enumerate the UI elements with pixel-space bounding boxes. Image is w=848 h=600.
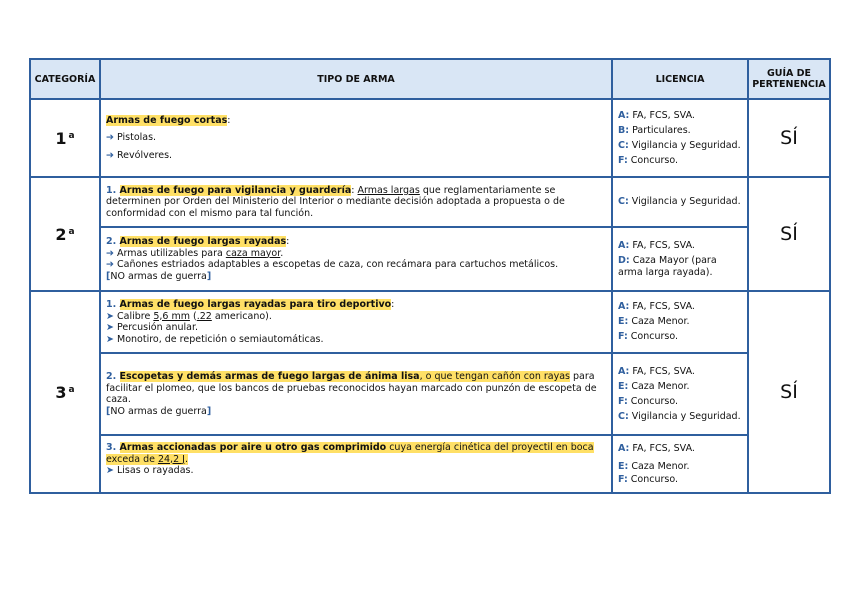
cat2-r1-licencia: C: Vigilancia y Seguridad.	[612, 177, 748, 227]
header-tipo: TIPO DE ARMA	[100, 59, 612, 99]
cat1-guia: SÍ	[748, 99, 830, 177]
list-item: Pistolas.	[117, 132, 157, 144]
cat3-r1-title: Armas de fuego largas rayadas para tiro deportivo	[119, 299, 392, 310]
cat2-r1-tipo: 1. Armas de fuego para vigilancia y guardería: Armas largas que reglamentariamente se determinen por Orden del Ministerio del Interior o mediante decisión adoptada a propuesta o de conformidad con el mismo para tal función.	[100, 177, 612, 227]
arrowhead-icon: ➤	[106, 465, 114, 476]
arrowhead-icon: ➤	[106, 322, 114, 333]
header-row	[30, 59, 830, 99]
cat3-row-2	[30, 353, 830, 435]
cat2-row-1	[30, 177, 830, 227]
cat3-r3-tipo: 3. Armas accionadas por aire u otro gas comprimido cuya energía cinética del proyectil en boca exceda de 24,2 J. ➤ Lisas o rayadas.	[100, 435, 612, 493]
cat3-guia: SÍ	[748, 291, 830, 493]
cat3-row-3	[30, 435, 830, 493]
cat3-r2-tipo: 2. Escopetas y demás armas de fuego largas de ánima lisa, o que tengan cañón con rayas para facilitar el plomeo, que los bancos de pruebas reconocidos hayan marcado con punzón de escopeta de caza. [NO armas de guerra]	[100, 353, 612, 435]
cat3-r3-title: Armas accionadas por aire u otro gas comprimido	[119, 442, 387, 453]
cat2-r1-title: Armas de fuego para vigilancia y guardería	[119, 184, 352, 196]
cat2-r2-title: Armas de fuego largas rayadas	[119, 236, 287, 247]
list-item: Revólveres.	[117, 149, 173, 161]
arrowhead-icon: ➤	[106, 310, 114, 322]
cat2-number: 2 $^a$	[30, 177, 100, 291]
header-guia: GUÍA DE PERTENENCIA	[748, 59, 830, 99]
cat3-r1-tipo: 1. Armas de fuego largas rayadas para tiro deportivo: ➤ Calibre 5,6 mm (.22 americano). ➤ Percusión anular. ➤ Monotiro, de repetición o semiautomáticas.	[100, 291, 612, 353]
arrow-icon: ➔	[106, 247, 114, 259]
cat1-number: 1 $^a$	[30, 99, 100, 177]
arrowhead-icon: ➤	[106, 333, 114, 345]
cat2-guia: SÍ	[748, 177, 830, 291]
cat2-r2-tipo: 2. Armas de fuego largas rayadas: ➔ Armas utilizables para caza mayor. ➔ Cañones estriados adaptables a escopetas de caza, con recámara para cartuchos metálicos. [NO armas de guerra]	[100, 227, 612, 291]
cat2-r2-licencia: A: FA, FCS, SVA. D: Caza Mayor (para arma larga rayada).	[612, 227, 748, 291]
cat3-row-1	[30, 291, 830, 353]
cat2-row-2	[30, 227, 830, 291]
arrow-icon: ➔	[106, 132, 114, 144]
cat1-title: Armas de fuego cortas	[106, 114, 228, 126]
cat3-r3-licencia: A: FA, FCS, SVA. E: Caza Menor. F: Concurso.	[612, 435, 748, 493]
cat1-tipo: Armas de fuego cortas: ➔ Pistolas. ➔ Revólveres.	[100, 99, 612, 177]
cat3-r2-title: Escopetas y demás armas de fuego largas de ánima lisa	[119, 371, 420, 382]
header-categoria: CATEGORÍA	[30, 59, 100, 99]
cat3-number: 3 $^a$	[30, 291, 100, 493]
cat3-r2-licencia: A: FA, FCS, SVA. E: Caza Menor. F: Concurso. C: Vigilancia y Seguridad.	[612, 353, 748, 435]
arrow-icon: ➔	[106, 149, 114, 161]
cat3-r1-licencia: A: FA, FCS, SVA. E: Caza Menor. F: Concurso.	[612, 291, 748, 353]
arrow-icon: ➔	[106, 259, 114, 270]
weapons-category-table	[29, 58, 831, 494]
header-licencia: LICENCIA	[612, 59, 748, 99]
cat1-licencia: A: FA, FCS, SVA. B: Particulares. C: Vigilancia y Seguridad. F: Concurso.	[612, 99, 748, 177]
cat1-row	[30, 99, 830, 177]
